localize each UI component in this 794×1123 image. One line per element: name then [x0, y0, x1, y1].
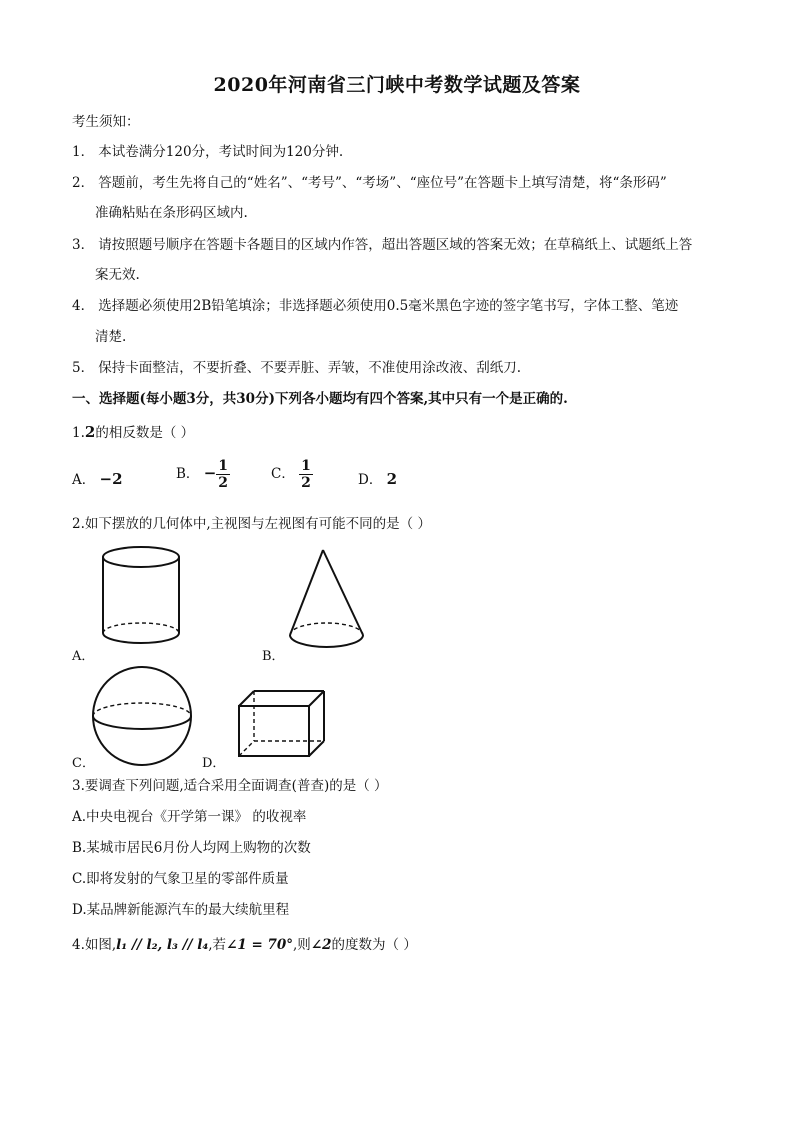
- q1-option-a: [72, 468, 123, 488]
- q4-mid: ,若: [208, 937, 227, 953]
- q1-option-c: [271, 458, 313, 491]
- notice-item-2: [72, 173, 667, 193]
- notice-heading: 考生须知：: [72, 114, 140, 130]
- page-title: 2020年河南省三门峡中考数学试题及答案: [213, 74, 581, 96]
- notice-num: 4．: [72, 298, 95, 314]
- question-3: 3.要调查下列问题,适合采用全面调查(普查)的是（ ）: [72, 778, 388, 794]
- option-label: C．: [271, 466, 295, 482]
- q4-parallel-expression: l₁ // l₂, l₃ // l₄: [116, 937, 209, 953]
- notice-text: 保持卡面整洁，不要折叠、不要弄脏、弄皱，不准使用涂改液、刮纸刀.: [98, 360, 522, 376]
- question-2: 2.如下摆放的几何体中,主视图与左视图有可能不同的是（ ）: [72, 516, 431, 532]
- notice-num: 2．: [72, 175, 95, 191]
- q4-prefix: 4.如图,: [72, 937, 117, 953]
- notice-num: 3．: [72, 237, 95, 253]
- fraction: [299, 458, 313, 491]
- notice-text: 请按照题号顺序在答题卡各题目的区域内作答，超出答题区域的答案无效；在草稿纸上、试题纸上答: [98, 237, 693, 253]
- numerator: 1: [218, 458, 229, 474]
- figure-label-b: B．: [262, 649, 285, 664]
- cone-figure: [285, 545, 370, 655]
- q3-option-a: A.中央电视台《开学第一课》 的收视率: [72, 809, 307, 825]
- q1-prefix: 1.: [72, 425, 85, 441]
- denominator: 2: [301, 475, 311, 491]
- fraction: [216, 458, 230, 491]
- option-sign: −: [203, 464, 217, 482]
- q4-suffix: 的度数为（ ）: [331, 937, 417, 953]
- notice-item-4-cont: 清楚.: [95, 329, 127, 345]
- numerator: 1: [301, 458, 311, 474]
- sphere-figure: [88, 662, 198, 772]
- figure-label-a: A．: [72, 649, 95, 664]
- denominator: 2: [218, 475, 229, 491]
- q3-option-d: D.某品牌新能源汽车的最大续航里程: [72, 902, 290, 918]
- notice-item-5: [72, 358, 521, 378]
- notice-item-2-cont: 准确粘贴在条形码区域内.: [95, 205, 248, 221]
- notice-text: 答题前，考生先将自己的“姓名”、“考号”、“考场”、“座位号”在答题卡上填写清楚，将“条形码”: [98, 175, 667, 191]
- question-1: [72, 422, 194, 443]
- q1-text: 的相反数是（ ）: [95, 425, 195, 441]
- notice-num: 5．: [72, 360, 95, 376]
- option-label: B．: [176, 466, 200, 482]
- option-value: 2: [386, 470, 398, 488]
- notice-item-3-cont: 案无效.: [95, 267, 140, 283]
- q4-angle-given: ∠1 = 70°: [226, 937, 294, 953]
- q3-option-c: C.即将发射的气象卫星的零部件质量: [72, 871, 289, 887]
- option-value: −2: [99, 470, 123, 488]
- section-heading: 一、选择题(每小题3分，共30分)下列各小题均有四个答案,其中只有一个是正确的.: [72, 391, 568, 407]
- notice-item-1: [72, 142, 343, 162]
- cuboid-figure: [234, 686, 329, 766]
- figure-label-d: D．: [202, 756, 226, 771]
- option-label: D．: [358, 472, 383, 488]
- q1-option-b: [176, 458, 230, 491]
- figure-label-c: C．: [72, 756, 95, 771]
- cylinder-figure: [95, 543, 190, 653]
- q1-option-d: [358, 468, 397, 488]
- q4-angle-asked: ∠2: [310, 937, 332, 953]
- notice-num: 1．: [72, 144, 95, 160]
- q1-number: 2: [84, 423, 96, 441]
- notice-text: 选择题必须使用2B铅笔填涂；非选择题必须使用0.5毫米黑色字迹的签字笔书写，字体工整、笔迹: [98, 298, 679, 314]
- notice-item-3: [72, 235, 692, 255]
- notice-text: 本试卷满分120分，考试时间为120分钟.: [98, 144, 344, 160]
- question-4: [72, 935, 417, 955]
- option-label: A．: [72, 472, 96, 488]
- notice-item-4: [72, 296, 678, 316]
- q3-option-b: B.某城市居民6月份人均网上购物的次数: [72, 840, 311, 856]
- q4-mid2: ,则: [293, 937, 311, 953]
